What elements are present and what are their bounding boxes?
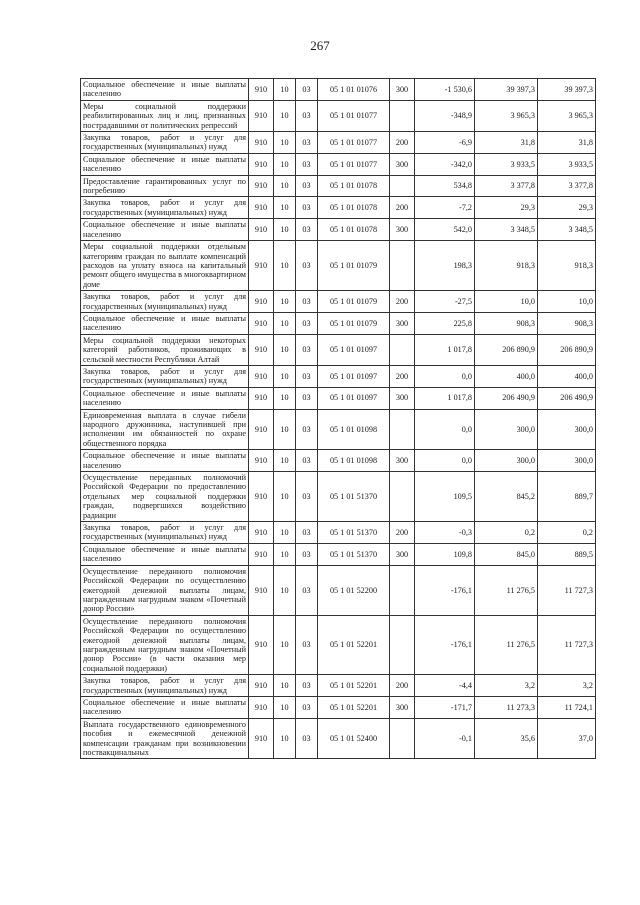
row-expense-type: 200 <box>390 132 415 154</box>
table-row <box>81 291 596 313</box>
row-amount-2: 29,3 <box>538 197 596 219</box>
row-expense-type: 200 <box>390 197 415 219</box>
row-change-amount: 534,8 <box>415 175 475 197</box>
row-ved-code: 910 <box>249 312 274 334</box>
row-subsection-code: 03 <box>296 522 318 544</box>
row-name: Социальное обеспечение и иные выплаты населению <box>81 696 249 718</box>
row-amount-1: 35,6 <box>475 718 538 759</box>
row-change-amount: -342,0 <box>415 153 475 175</box>
row-amount-2: 889,7 <box>538 472 596 522</box>
row-expense-type: 300 <box>390 312 415 334</box>
row-expense-type: 300 <box>390 450 415 472</box>
table-row <box>81 472 596 522</box>
row-target-article: 05 1 01 01077 <box>318 100 390 131</box>
row-expense-type <box>390 100 415 131</box>
row-change-amount: -348,9 <box>415 100 475 131</box>
row-name: Меры социальной поддержки реабилитированных лиц и лиц, признанных пострадавшими от политических репрессий <box>81 100 249 131</box>
row-change-amount: 225,8 <box>415 312 475 334</box>
table-row <box>81 219 596 241</box>
row-target-article: 05 1 01 01097 <box>318 387 390 409</box>
row-ved-code: 910 <box>249 543 274 565</box>
row-amount-1: 845,0 <box>475 543 538 565</box>
row-name: Осуществление переданных полномочий Российской Федерации по предоставлению отдельных мер социальной поддержки граждан, подвергшихся воздействию радиации <box>81 472 249 522</box>
row-amount-1: 400,0 <box>475 365 538 387</box>
row-subsection-code: 03 <box>296 241 318 291</box>
row-ved-code: 910 <box>249 132 274 154</box>
row-expense-type: 200 <box>390 522 415 544</box>
row-section-code: 10 <box>274 241 296 291</box>
row-target-article: 05 1 01 52201 <box>318 696 390 718</box>
row-amount-1: 39 397,3 <box>475 79 538 101</box>
row-amount-1: 29,3 <box>475 197 538 219</box>
row-target-article: 05 1 01 52400 <box>318 718 390 759</box>
row-expense-type: 200 <box>390 675 415 697</box>
table-row <box>81 197 596 219</box>
row-amount-1: 3 933,5 <box>475 153 538 175</box>
row-target-article: 05 1 01 01077 <box>318 132 390 154</box>
row-amount-2: 3 348,5 <box>538 219 596 241</box>
table-row <box>81 522 596 544</box>
table-row <box>81 312 596 334</box>
row-expense-type <box>390 565 415 615</box>
row-change-amount: 109,5 <box>415 472 475 522</box>
row-subsection-code: 03 <box>296 615 318 674</box>
row-amount-1: 206 890,9 <box>475 334 538 365</box>
row-expense-type: 200 <box>390 291 415 313</box>
row-change-amount: -4,4 <box>415 675 475 697</box>
row-expense-type <box>390 175 415 197</box>
row-subsection-code: 03 <box>296 365 318 387</box>
row-change-amount: 1 017,8 <box>415 387 475 409</box>
row-section-code: 10 <box>274 565 296 615</box>
row-change-amount: 0,0 <box>415 409 475 450</box>
row-ved-code: 910 <box>249 197 274 219</box>
row-subsection-code: 03 <box>296 219 318 241</box>
row-amount-2: 206 890,9 <box>538 334 596 365</box>
row-section-code: 10 <box>274 718 296 759</box>
row-amount-2: 300,0 <box>538 409 596 450</box>
row-target-article: 05 1 01 52200 <box>318 565 390 615</box>
row-amount-2: 889,5 <box>538 543 596 565</box>
row-amount-1: 11 276,5 <box>475 565 538 615</box>
row-amount-1: 3 348,5 <box>475 219 538 241</box>
row-amount-1: 11 276,5 <box>475 615 538 674</box>
row-expense-type <box>390 615 415 674</box>
row-amount-2: 39 397,3 <box>538 79 596 101</box>
row-amount-2: 206 490,9 <box>538 387 596 409</box>
row-amount-2: 918,3 <box>538 241 596 291</box>
row-section-code: 10 <box>274 696 296 718</box>
row-target-article: 05 1 01 01079 <box>318 291 390 313</box>
row-amount-2: 400,0 <box>538 365 596 387</box>
row-section-code: 10 <box>274 472 296 522</box>
table-row <box>81 334 596 365</box>
row-change-amount: -6,9 <box>415 132 475 154</box>
row-amount-2: 3,2 <box>538 675 596 697</box>
row-name: Закупка товаров, работ и услуг для государственных (муниципальных) нужд <box>81 197 249 219</box>
row-name: Социальное обеспечение и иные выплаты населению <box>81 312 249 334</box>
row-subsection-code: 03 <box>296 312 318 334</box>
row-amount-1: 0,2 <box>475 522 538 544</box>
row-subsection-code: 03 <box>296 79 318 101</box>
row-subsection-code: 03 <box>296 675 318 697</box>
row-section-code: 10 <box>274 409 296 450</box>
budget-table-body <box>81 79 596 759</box>
table-row <box>81 409 596 450</box>
row-change-amount: 542,0 <box>415 219 475 241</box>
table-row <box>81 79 596 101</box>
row-subsection-code: 03 <box>296 387 318 409</box>
row-subsection-code: 03 <box>296 100 318 131</box>
row-expense-type: 300 <box>390 79 415 101</box>
row-change-amount: 109,8 <box>415 543 475 565</box>
row-expense-type: 300 <box>390 543 415 565</box>
row-amount-2: 11 724,1 <box>538 696 596 718</box>
row-target-article: 05 1 01 01098 <box>318 409 390 450</box>
row-ved-code: 910 <box>249 409 274 450</box>
row-expense-type: 300 <box>390 387 415 409</box>
row-change-amount: 0,0 <box>415 365 475 387</box>
row-change-amount: -1 530,6 <box>415 79 475 101</box>
row-expense-type <box>390 472 415 522</box>
row-subsection-code: 03 <box>296 132 318 154</box>
row-amount-1: 3 377,8 <box>475 175 538 197</box>
row-expense-type: 300 <box>390 219 415 241</box>
table-row <box>81 718 596 759</box>
row-name: Меры социальной поддержки отдельным категориям граждан по выплате компенсаций расходов на уплату взноса на капитальный ремонт общего имущества в многоквартирном доме <box>81 241 249 291</box>
row-name: Социальное обеспечение и иные выплаты населению <box>81 153 249 175</box>
row-ved-code: 910 <box>249 100 274 131</box>
row-subsection-code: 03 <box>296 291 318 313</box>
row-ved-code: 910 <box>249 219 274 241</box>
row-target-article: 05 1 01 01097 <box>318 334 390 365</box>
row-amount-1: 31,8 <box>475 132 538 154</box>
row-name: Меры социальной поддержки некоторых категорий работников, проживающих в сельской местности Республики Алтай <box>81 334 249 365</box>
table-row <box>81 387 596 409</box>
row-amount-1: 845,2 <box>475 472 538 522</box>
row-amount-1: 918,3 <box>475 241 538 291</box>
row-section-code: 10 <box>274 615 296 674</box>
row-target-article: 05 1 01 01076 <box>318 79 390 101</box>
row-change-amount: -27,5 <box>415 291 475 313</box>
row-amount-2: 11 727,3 <box>538 615 596 674</box>
row-target-article: 05 1 01 01097 <box>318 365 390 387</box>
row-expense-type <box>390 409 415 450</box>
row-change-amount: 1 017,8 <box>415 334 475 365</box>
row-target-article: 05 1 01 51370 <box>318 543 390 565</box>
row-section-code: 10 <box>274 100 296 131</box>
row-subsection-code: 03 <box>296 472 318 522</box>
row-subsection-code: 03 <box>296 175 318 197</box>
row-section-code: 10 <box>274 334 296 365</box>
row-expense-type: 300 <box>390 153 415 175</box>
row-section-code: 10 <box>274 291 296 313</box>
row-amount-2: 37,0 <box>538 718 596 759</box>
row-amount-2: 11 727,3 <box>538 565 596 615</box>
row-name: Социальное обеспечение и иные выплаты населению <box>81 450 249 472</box>
row-change-amount: -0,3 <box>415 522 475 544</box>
row-subsection-code: 03 <box>296 197 318 219</box>
table-row <box>81 450 596 472</box>
row-subsection-code: 03 <box>296 334 318 365</box>
row-amount-1: 3,2 <box>475 675 538 697</box>
row-target-article: 05 1 01 01078 <box>318 219 390 241</box>
row-amount-2: 0,2 <box>538 522 596 544</box>
row-target-article: 05 1 01 01077 <box>318 153 390 175</box>
row-name: Социальное обеспечение и иные выплаты населению <box>81 543 249 565</box>
row-target-article: 05 1 01 01079 <box>318 241 390 291</box>
row-subsection-code: 03 <box>296 409 318 450</box>
row-name: Социальное обеспечение и иные выплаты населению <box>81 219 249 241</box>
row-section-code: 10 <box>274 450 296 472</box>
page-number: 267 <box>310 38 330 53</box>
row-expense-type <box>390 718 415 759</box>
row-amount-2: 10,0 <box>538 291 596 313</box>
row-name: Осуществление переданного полномочия Российской Федерации по осуществлению ежегодной денежной выплаты лицам, награжденным нагрудным знаком «Почетный донор России» (в части оказания мер социальной поддержки) <box>81 615 249 674</box>
row-expense-type: 200 <box>390 365 415 387</box>
row-change-amount: -0,1 <box>415 718 475 759</box>
row-subsection-code: 03 <box>296 543 318 565</box>
row-section-code: 10 <box>274 197 296 219</box>
row-target-article: 05 1 01 51370 <box>318 472 390 522</box>
row-ved-code: 910 <box>249 565 274 615</box>
table-row <box>81 175 596 197</box>
table-row <box>81 365 596 387</box>
row-section-code: 10 <box>274 675 296 697</box>
row-section-code: 10 <box>274 522 296 544</box>
row-amount-2: 908,3 <box>538 312 596 334</box>
row-name: Осуществление переданного полномочия Российской Федерации по осуществлению ежегодной денежной выплаты лицам, награжденным нагрудным знаком «Почетный донор России» <box>81 565 249 615</box>
row-ved-code: 910 <box>249 615 274 674</box>
row-section-code: 10 <box>274 543 296 565</box>
table-row <box>81 100 596 131</box>
row-name: Единовременная выплата в случае гибели народного дружинника, наступившей при исполнении им обязанностей по охране общественного порядка <box>81 409 249 450</box>
row-subsection-code: 03 <box>296 565 318 615</box>
row-target-article: 05 1 01 52201 <box>318 615 390 674</box>
row-ved-code: 910 <box>249 241 274 291</box>
row-change-amount: 198,3 <box>415 241 475 291</box>
row-section-code: 10 <box>274 387 296 409</box>
row-ved-code: 910 <box>249 718 274 759</box>
row-amount-2: 3 965,3 <box>538 100 596 131</box>
row-amount-2: 31,8 <box>538 132 596 154</box>
row-ved-code: 910 <box>249 675 274 697</box>
row-change-amount: -176,1 <box>415 565 475 615</box>
budget-table <box>80 78 596 759</box>
row-amount-2: 3 377,8 <box>538 175 596 197</box>
row-amount-1: 3 965,3 <box>475 100 538 131</box>
row-expense-type: 300 <box>390 696 415 718</box>
row-amount-2: 300,0 <box>538 450 596 472</box>
row-amount-1: 206 490,9 <box>475 387 538 409</box>
row-section-code: 10 <box>274 153 296 175</box>
row-section-code: 10 <box>274 79 296 101</box>
row-ved-code: 910 <box>249 153 274 175</box>
row-subsection-code: 03 <box>296 696 318 718</box>
row-target-article: 05 1 01 01098 <box>318 450 390 472</box>
row-amount-1: 908,3 <box>475 312 538 334</box>
row-name: Закупка товаров, работ и услуг для государственных (муниципальных) нужд <box>81 132 249 154</box>
row-ved-code: 910 <box>249 334 274 365</box>
row-target-article: 05 1 01 52201 <box>318 675 390 697</box>
row-section-code: 10 <box>274 312 296 334</box>
row-section-code: 10 <box>274 365 296 387</box>
row-amount-1: 300,0 <box>475 450 538 472</box>
row-ved-code: 910 <box>249 450 274 472</box>
row-amount-2: 3 933,5 <box>538 153 596 175</box>
row-change-amount: 0,0 <box>415 450 475 472</box>
row-section-code: 10 <box>274 132 296 154</box>
table-row <box>81 543 596 565</box>
row-name: Закупка товаров, работ и услуг для государственных (муниципальных) нужд <box>81 365 249 387</box>
table-row <box>81 565 596 615</box>
row-ved-code: 910 <box>249 291 274 313</box>
row-name: Предоставление гарантированных услуг по погребению <box>81 175 249 197</box>
row-change-amount: -7,2 <box>415 197 475 219</box>
table-row <box>81 132 596 154</box>
row-subsection-code: 03 <box>296 718 318 759</box>
row-subsection-code: 03 <box>296 450 318 472</box>
row-section-code: 10 <box>274 219 296 241</box>
table-row <box>81 615 596 674</box>
row-target-article: 05 1 01 01078 <box>318 175 390 197</box>
row-expense-type <box>390 334 415 365</box>
row-target-article: 05 1 01 51370 <box>318 522 390 544</box>
row-ved-code: 910 <box>249 365 274 387</box>
row-target-article: 05 1 01 01079 <box>318 312 390 334</box>
row-name: Социальное обеспечение и иные выплаты населению <box>81 79 249 101</box>
row-ved-code: 910 <box>249 79 274 101</box>
row-change-amount: -176,1 <box>415 615 475 674</box>
row-name: Закупка товаров, работ и услуг для государственных (муниципальных) нужд <box>81 675 249 697</box>
table-row <box>81 241 596 291</box>
row-change-amount: -171,7 <box>415 696 475 718</box>
row-name: Закупка товаров, работ и услуг для государственных (муниципальных) нужд <box>81 522 249 544</box>
row-section-code: 10 <box>274 175 296 197</box>
table-row <box>81 696 596 718</box>
row-target-article: 05 1 01 01078 <box>318 197 390 219</box>
row-expense-type <box>390 241 415 291</box>
row-name: Закупка товаров, работ и услуг для государственных (муниципальных) нужд <box>81 291 249 313</box>
table-row <box>81 153 596 175</box>
row-ved-code: 910 <box>249 387 274 409</box>
row-ved-code: 910 <box>249 696 274 718</box>
row-ved-code: 910 <box>249 522 274 544</box>
row-subsection-code: 03 <box>296 153 318 175</box>
row-name: Выплата государственного единовременного пособия и ежемесячной денежной компенсации гражданам при возникновении поствакцинальных <box>81 718 249 759</box>
row-ved-code: 910 <box>249 175 274 197</box>
row-ved-code: 910 <box>249 472 274 522</box>
row-amount-1: 300,0 <box>475 409 538 450</box>
row-name: Социальное обеспечение и иные выплаты населению <box>81 387 249 409</box>
table-row <box>81 675 596 697</box>
row-amount-1: 10,0 <box>475 291 538 313</box>
row-amount-1: 11 273,3 <box>475 696 538 718</box>
